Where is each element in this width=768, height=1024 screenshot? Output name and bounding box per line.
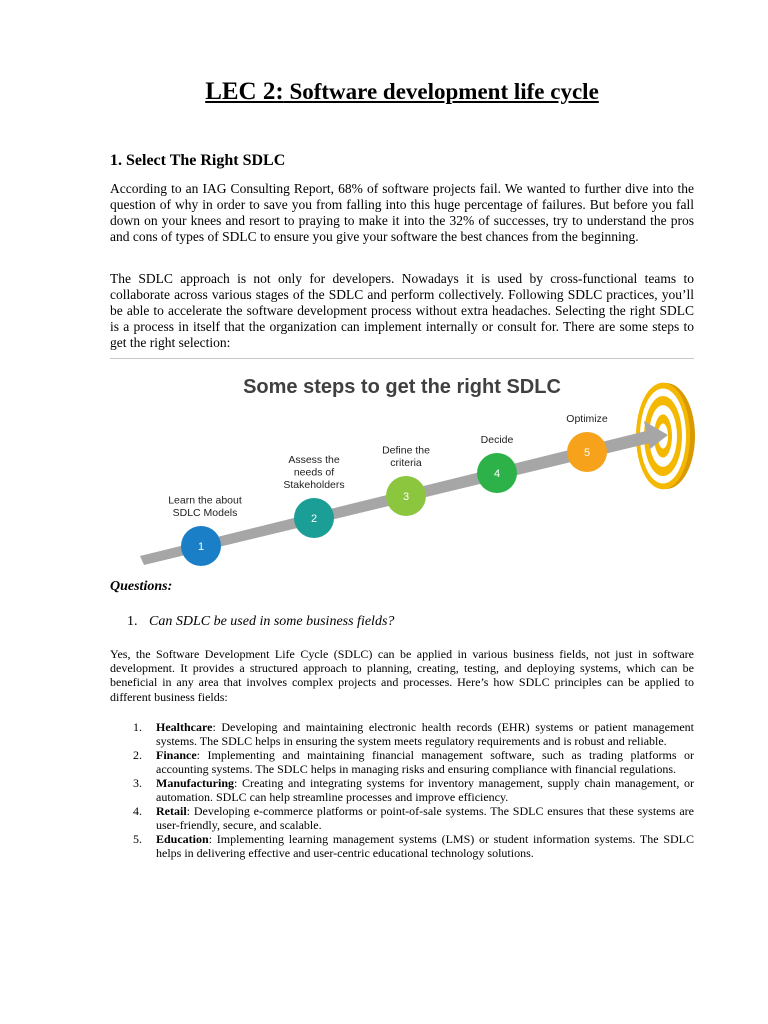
divider (110, 358, 694, 359)
question-item (127, 614, 394, 630)
step-1-number: 1 (197, 541, 205, 553)
answer-paragraph: Yes, the Software Development Life Cycle (SDLC) can be applied in various business fields, not just in software development. It provides a structured approach to planning, creating, testing, and deploying systems, which can be beneficial in any area that involves complex projects and processes. Here’s how SDLC principles can be applied to different business fields: (110, 647, 694, 704)
list-number: 2. (133, 748, 142, 762)
list-number: 1. (133, 720, 142, 734)
field-name: Finance (156, 748, 197, 762)
title-prefix: LEC 2: (205, 78, 284, 105)
list-number: 5. (133, 832, 142, 846)
step-1-label: SDLC Models (172, 507, 238, 519)
step-2-label: Assess the (288, 454, 340, 466)
question-text: Can SDLC be used in some business fields? (149, 614, 395, 629)
list-item (110, 748, 694, 776)
questions-heading: Questions: (110, 579, 173, 594)
step-2-label: needs of (293, 466, 335, 479)
field-name: Healthcare (156, 720, 213, 734)
field-name: Retail (156, 804, 187, 818)
list-item (110, 804, 694, 832)
field-name: Education (156, 832, 209, 846)
sdlc-approach-paragraph: The SDLC approach is not only for developers. Nowadays it is used by cross-functional teams to collaborate across various stages of the SDLC and perform collectively. Following SDLC practices, you’ll be able to accelerate the software development process without extra headaches. Selecting the right SDLC is a process in itself that the organization can implement internally or consult for. There are some steps to get the right selection: (110, 271, 694, 350)
step-5-label: Optimize (566, 413, 608, 425)
step-3-label: Define the (382, 444, 430, 457)
step-2-label: Stakeholders (283, 479, 345, 491)
step-5-number: 5 (583, 447, 591, 459)
list-number: 3. (133, 776, 142, 790)
field-text: : Creating and integrating systems for inventory management, supply chain management, or automation. SDLC can help streamline processes and improve efficiency. (156, 776, 694, 804)
figure-title: Some steps to get the right SDLC (243, 376, 561, 398)
step-3-number: 3 (402, 491, 410, 503)
title-text: Software development life cycle (283, 79, 599, 104)
field-text: : Developing e-commerce platforms or point-of-sale systems. The SDLC ensures that these systems are user-friendly, secure, and scalable. (156, 804, 694, 832)
step-1-label: Learn the about (168, 494, 242, 507)
field-name: Manufacturing (156, 776, 234, 790)
sdlc-steps-diagram (110, 363, 700, 573)
list-number: 4. (133, 804, 142, 818)
list-item (110, 776, 694, 804)
business-fields-list (110, 720, 694, 860)
sdlc-steps-figure (110, 363, 700, 573)
field-text: : Implementing and maintaining financial management software, such as trading platforms or accounting systems. The SDLC helps in managing risks and ensuring compliance with financial regulations. (156, 748, 694, 776)
question-number: 1. (127, 614, 138, 629)
step-3-label: criteria (390, 457, 422, 469)
list-item (110, 832, 694, 860)
field-text: : Developing and maintaining electronic health records (EHR) systems or patient management systems. The SDLC helps in ensuring the system meets regulatory requirements and is robust and reliable. (156, 720, 694, 748)
document-title (0, 78, 768, 106)
step-2-number: 2 (310, 513, 318, 525)
step-4-label: Decide (480, 434, 514, 446)
field-text: : Implementing learning management systems (LMS) or student information systems. The SDLC helps in delivering effective and user-centric educational technology solutions. (156, 832, 694, 860)
list-item (110, 720, 694, 748)
intro-paragraph: According to an IAG Consulting Report, 68% of software projects fail. We wanted to further dive into the question of why in order to save you from falling into this huge percentage of failures. But before you fall down on your knees and resort to praying to make it into the 32% of successes, try to understand the pros and cons of types of SDLC to ensure you give your software the best chances from the beginning. (110, 181, 694, 244)
section-heading: 1. Select The Right SDLC (110, 152, 286, 169)
step-4-number: 4 (493, 468, 501, 480)
